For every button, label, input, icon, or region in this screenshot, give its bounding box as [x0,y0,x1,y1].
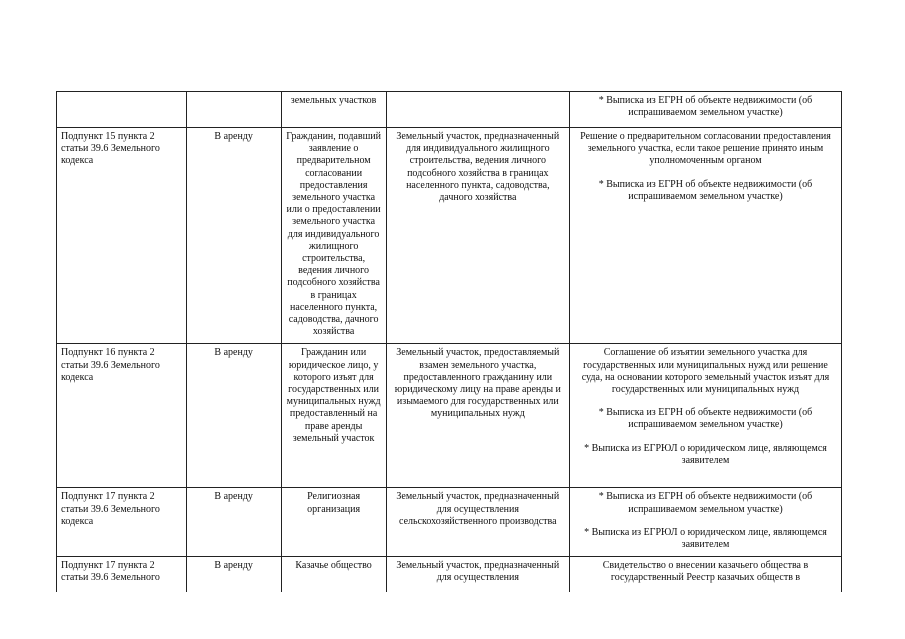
document-item: * Выписка из ЕГРН об объекте недвижимости (об испрашиваемом земельном участке) [598,178,813,202]
documents-cell [570,488,842,557]
documents-cell [570,344,842,488]
land-plot-cell: Земельный участок, предназначенный для осуществления [386,557,569,592]
land-plot-cell: Земельный участок, предоставляемый взамен земельного участка, предоставленного гражданину или юридическому лицу на праве аренды и изымаемого для государственных или муниципальных нужд [386,344,569,488]
basis-cell [57,92,187,128]
document-item: Свидетельство о внесении казачьего общества в государственный Реестр казачьих обществ в [602,560,809,584]
applicant-cell: Гражданин, подавший заявление о предварительном согласовании предоставления земельного участка или о предоставлении земельного участка для индивидуального жилищного строительства, ведения личного подсобного хозяйства в границах населенного пункта, садоводства, дачного хозяйства [281,128,386,344]
document-item: * Выписка из ЕГРЮЛ о юридическом лице, являющемся заявителем [584,442,827,466]
land-plot-cell [386,92,569,128]
applicant-cell: земельных участков [281,92,386,128]
document-item: Соглашение об изъятии земельного участка для государственных или муниципальных нужд или решение суда, на основании которого земельный участок изъят для государственных или муниципальных нужд [581,347,830,396]
grant-type-cell: В аренду [186,344,281,488]
basis-cell: Подпункт 15 пункта 2 статьи 39.6 Земельного кодекса [57,128,187,344]
applicant-cell: Гражданин или юридическое лицо, у которого изъят для государственных или муниципальных нужд предоставленный на праве аренды земельный участок [281,344,386,488]
table-row [57,557,842,592]
grant-type-cell: В аренду [186,557,281,592]
land-plot-cell: Земельный участок, предназначенный для осуществления сельскохозяйственного производства [386,488,569,557]
land-plot-cell: Земельный участок, предназначенный для индивидуального жилищного строительства, ведения личного подсобного хозяйства в границах населенного пункта, садоводства, дачного хозяйства [386,128,569,344]
document-item: Решение о предварительном согласовании предоставления земельного участка, если такое решение принято иным уполномоченным органом [580,131,831,167]
basis-cell: Подпункт 17 пункта 2 статьи 39.6 Земельного [57,557,187,592]
document-item: * Выписка из ЕГРН об объекте недвижимости (об испрашиваемом земельном участке) [598,95,813,119]
basis-cell: Подпункт 16 пункта 2 статьи 39.6 Земельного кодекса [57,344,187,488]
table-row [57,488,842,557]
grant-type-cell: В аренду [186,488,281,557]
land-grant-table [56,91,842,592]
document-item: * Выписка из ЕГРЮЛ о юридическом лице, являющемся заявителем [584,526,827,551]
documents-cell [570,128,842,344]
document-item: * Выписка из ЕГРН об объекте недвижимости (об испрашиваемом земельном участке) [598,407,813,431]
applicant-cell: Религиозная организация [281,488,386,557]
applicant-cell: Казачье общество [281,557,386,592]
table-row [57,128,842,344]
table-row [57,344,842,488]
table-row [57,92,842,128]
basis-cell: Подпункт 17 пункта 2 статьи 39.6 Земельного кодекса [57,488,187,557]
documents-cell [570,92,842,128]
grant-type-cell [186,92,281,128]
document-item: * Выписка из ЕГРН об объекте недвижимости (об испрашиваемом земельном участке) [598,491,813,515]
documents-cell [570,557,842,592]
grant-type-cell: В аренду [186,128,281,344]
